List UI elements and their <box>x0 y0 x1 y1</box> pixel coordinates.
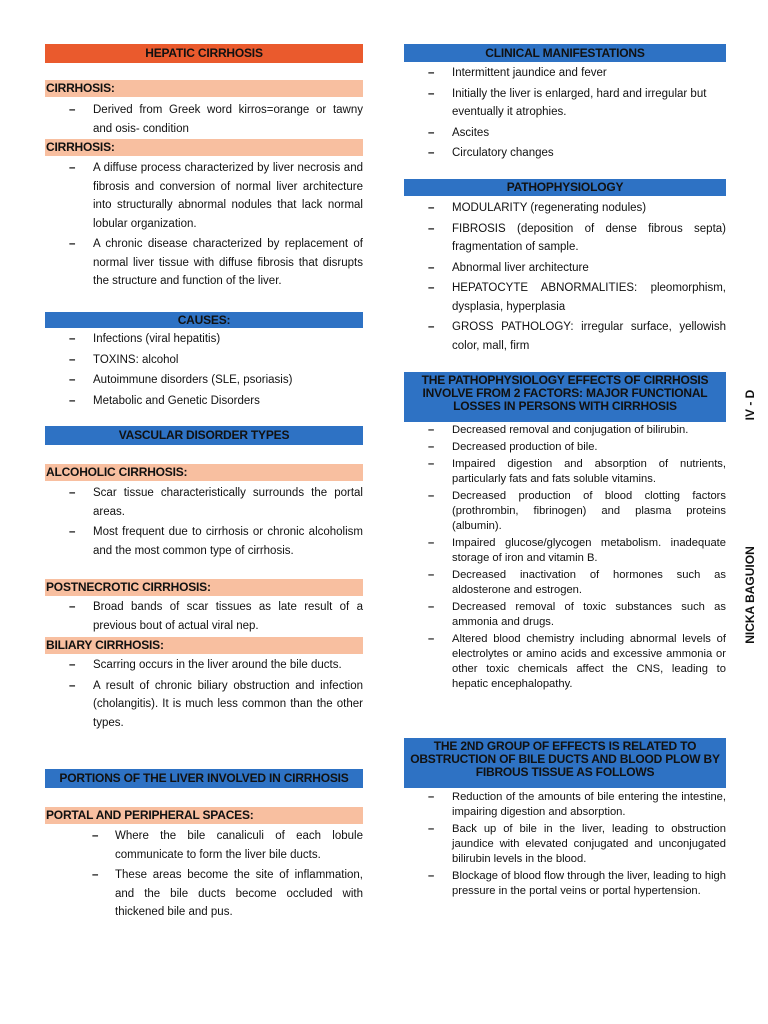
portions-header: PORTIONS OF THE LIVER INVOLVED IN CIRRHOSIS <box>45 769 363 788</box>
postnecrotic-list <box>45 598 363 637</box>
section-label-biliary: BILIARY CIRRHOSIS: <box>45 637 363 654</box>
causes-list <box>45 330 363 412</box>
list-item: – GROSS PATHOLOGY: irregular surface, yellowish color, mall, firm <box>428 321 726 352</box>
list-item: – A chronic disease characterized by replacement of normal liver tissue with diffuse fibrosis that disrupts the structure and function of the liver. <box>69 238 363 287</box>
cirrhosis-definition-list <box>45 159 363 293</box>
list-item: – FIBROSIS (deposition of dense fibrous septa) fragmentation of sample. <box>428 222 726 253</box>
list-item: – Autoimmune disorders (SLE, psoriasis) <box>69 374 293 386</box>
list-item: – Where the bile canaliculi of each lobule communicate to form the liver bile ducts. <box>92 830 363 861</box>
list-item: – A diffuse process characterized by liver necrosis and fibrosis and conversion of normal liver architecture into structurally abnormal nodules that lack normal lobular organization. <box>69 162 363 230</box>
list-item: – Ascites <box>428 126 490 139</box>
list-item: – Intermittent jaundice and fever <box>428 67 607 79</box>
clinical-header: CLINICAL MANIFESTATIONS <box>404 44 726 62</box>
section-label-portal: PORTAL AND PERIPHERAL SPACES: <box>45 807 363 824</box>
list-item: – Broad bands of scar tissues as late result of a previous bout of actual viral nep. <box>69 601 363 632</box>
list-item: – Impaired digestion and absorption of nutrients, particularly fats and fats soluble vitamins. <box>428 458 726 485</box>
biliary-list <box>45 656 363 734</box>
section-label-cirrhosis-origin: CIRRHOSIS: <box>45 80 363 97</box>
pathophysiology-list <box>404 199 726 357</box>
author-name: NICKA BAGUION <box>743 546 757 644</box>
list-item: – Decreased removal of toxic substances such as ammonia and drugs. <box>428 601 726 628</box>
list-item: – Blockage of blood flow through the liver, leading to high pressure in the portal veins or portal hypertension. <box>428 870 726 897</box>
list-item: – Decreased inactivation of hormones such as aldosterone and estrogen. <box>428 569 726 596</box>
section-code: IV - D <box>743 389 757 421</box>
list-item: – MODULARITY (regenerating nodules) <box>428 202 647 214</box>
list-item: – Impaired glucose/glycogen metabolism. inadequate storage of iron and vitamin B. <box>428 537 726 564</box>
list-item: – Most frequent due to cirrhosis or chronic alcoholism and the most common type of cirrhosis. <box>69 526 363 557</box>
effects-header: THE PATHOPHYSIOLOGY EFFECTS OF CIRRHOSIS INVOLVE FROM 2 FACTORS: MAJOR FUNCTIONAL LOSSES IN PERSONS WITH CIRRHOSIS <box>404 372 726 422</box>
list-item: – Decreased production of bile. <box>428 441 598 453</box>
second-group-header: THE 2ND GROUP OF EFFECTS IS RELATED TO OBSTRUCTION OF BILE DUCTS AND BLOOD PLOW BY FIBROUS TISSUE AS FOLLOWS <box>404 738 726 788</box>
clinical-list <box>404 64 726 165</box>
list-item: – A result of chronic biliary obstruction and infection (cholangitis). It is much less common than the other types. <box>69 679 363 729</box>
list-item: – Initially the liver is enlarged, hard and irregular but eventually it atrophies. <box>428 87 707 118</box>
list-item: – These areas become the site of inflammation, and the bile ducts become occluded with thickened bile and pus. <box>92 869 363 918</box>
section-label-postnecrotic: POSTNECROTIC CIRRHOSIS: <box>45 579 363 596</box>
list-item: – HEPATOCYTE ABNORMALITIES: pleomorphism, dysplasia, hyperplasia <box>428 282 726 313</box>
list-item: – Infections (viral hepatitis) <box>69 333 221 345</box>
pathophysiology-header: PATHOPHYSIOLOGY <box>404 179 726 196</box>
list-item: – Scarring occurs in the liver around the bile ducts. <box>69 659 342 671</box>
second-group-list <box>404 790 726 901</box>
list-item: – Derived from Greek word kirros=orange or tawny and osis- condition <box>69 104 363 135</box>
list-item: – Abnormal liver architecture <box>428 261 589 274</box>
causes-header: CAUSES: <box>45 312 363 328</box>
list-item: – Reduction of the amounts of bile entering the intestine, impairing digestion and absorption. <box>428 791 726 818</box>
list-item: – TOXINS: alcohol <box>69 353 179 366</box>
list-item: – Circulatory changes <box>428 147 554 159</box>
list-item: – Scar tissue characteristically surrounds the portal areas. <box>69 487 363 518</box>
list-item: – Back up of bile in the liver, leading to obstruction jaundice with elevated conjugated and unconjugated bilirubin levels in the blood. <box>428 823 726 865</box>
section-label-cirrhosis-definition: CIRRHOSIS: <box>45 139 363 156</box>
list-item: – Decreased removal and conjugation of bilirubin. <box>428 424 689 436</box>
section-label-alcoholic: ALCOHOLIC CIRRHOSIS: <box>45 464 363 481</box>
list-item: – Altered blood chemistry including abnormal levels of electrolytes or amino acids and excessive ammonia or other toxic chemicals affect the CNS, leading to hepatic encephalopathy. <box>428 633 726 690</box>
vascular-types-header: VASCULAR DISORDER TYPES <box>45 426 363 445</box>
alcoholic-list <box>45 484 363 562</box>
list-item: – Decreased production of blood clotting factors (prothrombin, fibrinogen) and plasma proteins (albumin). <box>428 490 726 532</box>
portal-list <box>45 827 363 924</box>
list-item: – Metabolic and Genetic Disorders <box>69 394 260 407</box>
page-title: HEPATIC CIRRHOSIS <box>45 44 363 63</box>
effects-list <box>404 423 726 694</box>
cirrhosis-origin-list <box>45 101 363 140</box>
